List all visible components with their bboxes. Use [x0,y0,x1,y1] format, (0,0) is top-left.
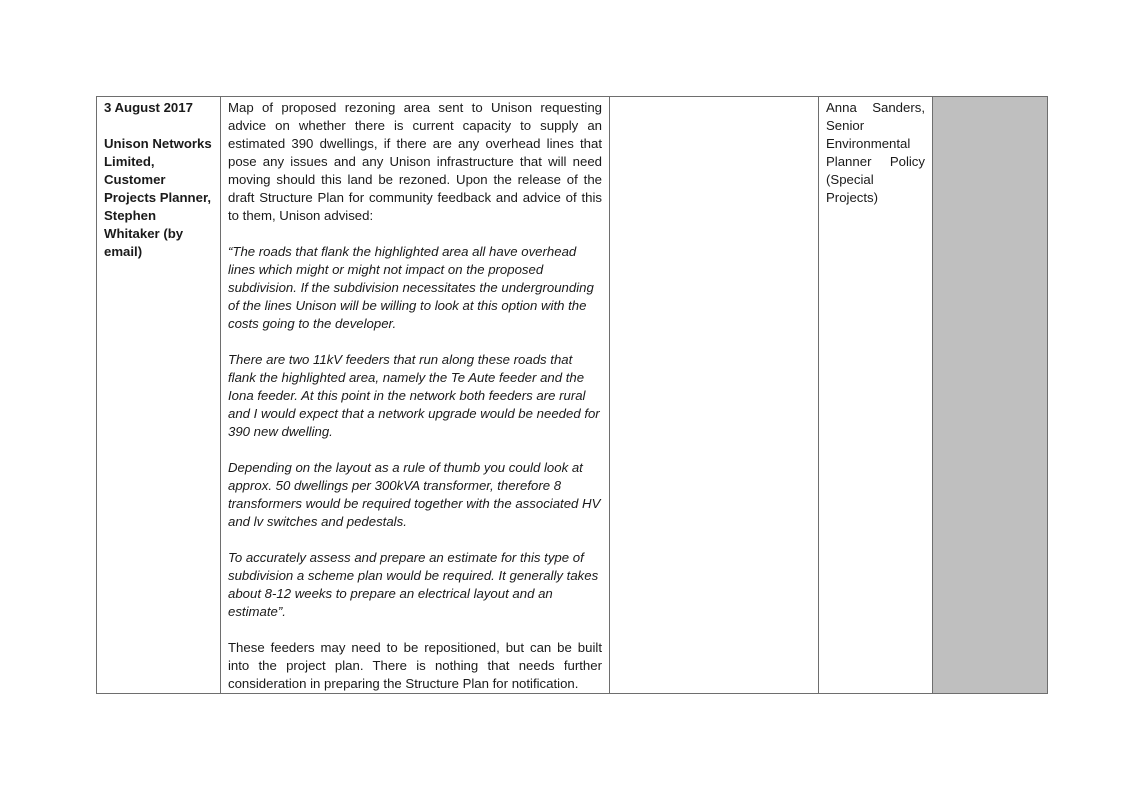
spacer [228,621,602,639]
submitter-line: Limited, [104,154,155,169]
submitter-line: Customer [104,172,166,187]
officer-line: (Special [826,172,874,187]
officer-line: Projects) [826,190,879,205]
submitter-line: Whitaker (by [104,226,184,241]
submitter-line: Projects Planner, [104,190,212,205]
submission-date: 3 August 2017 [104,100,193,115]
submitter-line: email) [104,244,143,259]
table-row [97,97,1048,694]
officer-line: Environmental [826,136,911,151]
quote-paragraph: “The roads that flank the highlighted area all have overhead lines which might or might not impact on the proposed subdivision. If the subdivision necessitates the undergrounding of the lines Unison will be willing to look at this option with the costs going to the developer. [228,244,594,331]
submission-table [96,96,1048,694]
quote-paragraph: There are two 11kV feeders that run along these roads that flank the highlighted area, namely the Te Aute feeder and the Iona feeder. At this point in the network both feeders are rural and I would expect that a network upgrade would be needed for 390 new dwelling. [228,352,600,439]
officer-line: Anna Sanders, [826,100,925,115]
spacer [228,531,602,549]
conclusion-paragraph: These feeders may need to be repositioned, but can be built into the project plan. There is nothing that needs further consideration in preparing the Structure Plan for notification. [228,640,602,691]
spacer [228,441,602,459]
quote-paragraph: Depending on the layout as a rule of thumb you could look at approx. 50 dwellings per 300kVA transformer, therefore 8 transformers would be required together with the associated HV and lv switches and pedestals. [228,460,601,529]
submitter-line: Unison Networks [104,136,212,151]
intro-paragraph: Map of proposed rezoning area sent to Unison requesting advice on whether there is current capacity to supply an estimated 390 dwellings, if there are any overhead lines that pose any issues and any Unison infrastructure that will need moving should this land be rezoned. Upon the release of the draft Structure Plan for community feedback and advice of this to them, Unison advised: [228,100,602,223]
response-cell [610,97,819,694]
quote-paragraph: To accurately assess and prepare an estimate for this type of subdivision a scheme plan would be required. It generally takes about 8-12 weeks to prepare an electrical layout and an estimate”. [228,550,599,619]
officer-line: Senior [826,118,865,133]
shaded-cell [933,97,1048,694]
spacer [228,225,602,243]
summary-cell [221,97,610,694]
date-submitter-cell [97,97,221,694]
spacer [228,333,602,351]
officer-cell [819,97,933,694]
officer-line: Planner Policy [826,154,925,169]
spacer [104,117,213,135]
submitter-line: Stephen [104,208,157,223]
